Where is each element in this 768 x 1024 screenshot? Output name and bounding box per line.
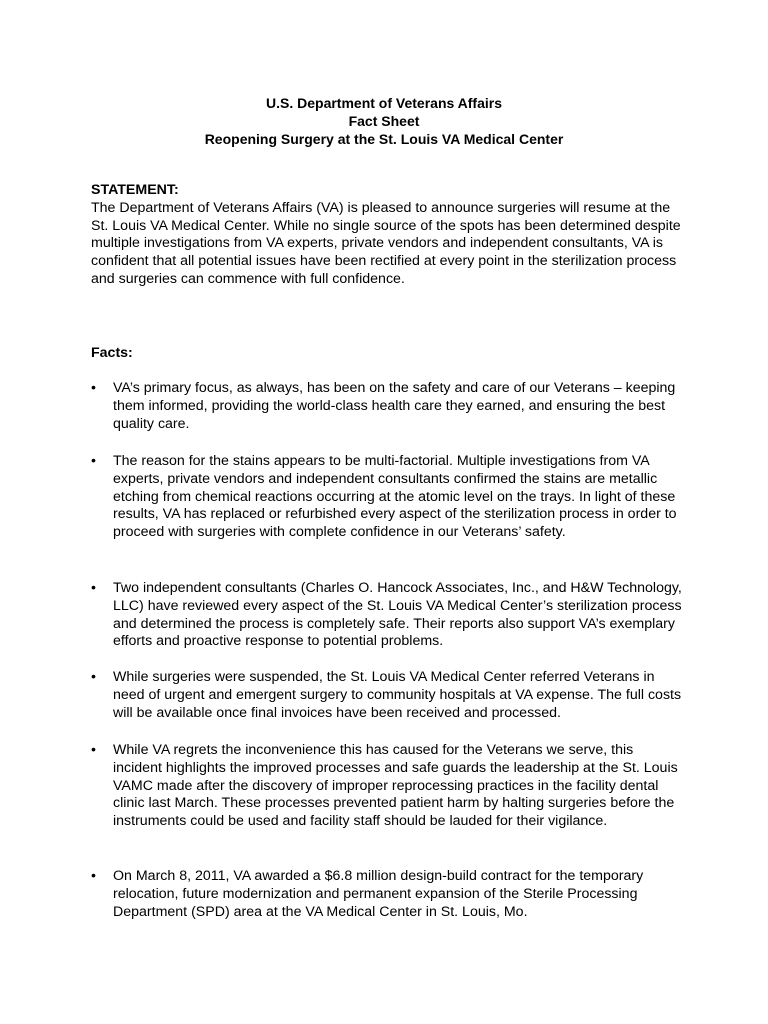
- document-header: [0, 94, 768, 148]
- header-title: Reopening Surgery at the St. Louis VA Medical Center: [204, 131, 564, 147]
- statement-body: The Department of Veterans Affairs (VA) is pleased to announce surgeries will resume at the St. Louis VA Medical Center. While no single source of the spots has been determined despite multiple investigations from VA experts, private vendors and independent consultants, VA is confident that all potential issues have been rectified at every point in the sterilization process and surgeries can commence with full confidence.: [91, 199, 681, 287]
- fact-text: Two independent consultants (Charles O. Hancock Associates, Inc., and H&W Technology, LLC) have reviewed every aspect of the St. Louis VA Medical Center’s sterilization process and determined the process is completely safe. Their reports also support VA’s exemplary efforts and proactive response to potential problems.: [113, 580, 682, 650]
- bullet-icon: •: [91, 380, 96, 396]
- facts-title: Facts:: [91, 345, 133, 361]
- bullet-icon: •: [91, 868, 96, 884]
- statement-title: STATEMENT:: [91, 182, 179, 198]
- fact-text: On March 8, 2011, VA awarded a $6.8 million design-build contract for the temporary relocation, future modernization and permanent expansion of the Sterile Processing Department (SPD) area at the VA Medical Center in St. Louis, Mo.: [113, 868, 644, 920]
- bullet-icon: •: [91, 580, 96, 596]
- fact-text: The reason for the stains appears to be multi-factorial. Multiple investigations from VA experts, private vendors and independent consultants confirmed the stains are metallic etching from chemical reactions occurring at the atomic level on the trays. In light of these results, VA has replaced or refurbished every aspect of the sterilization process in order to proceed with surgeries with complete confidence in our Veterans’ safety.: [113, 453, 677, 541]
- fact-text: VA’s primary focus, as always, has been on the safety and care of our Veterans – keeping them informed, providing the world-class health care they earned, and ensuring the best quality care.: [113, 380, 676, 432]
- fact-text: While surgeries were suspended, the St. Louis VA Medical Center referred Veterans in need of urgent and emergent surgery to community hospitals at VA expense. The full costs will be available once final invoices have been received and processed.: [113, 669, 682, 721]
- bullet-icon: •: [91, 669, 96, 685]
- header-doc-type: Fact Sheet: [348, 113, 420, 129]
- fact-text: While VA regrets the inconvenience this has caused for the Veterans we serve, this incident highlights the improved processes and safe guards the leadership at the St. Louis VAMC made after the discovery of improper reprocessing practices in the facility dental clinic last March. These processes prevented patient harm by halting surgeries before the instruments could be used and facility staff should be lauded for their vigilance.: [113, 742, 678, 830]
- bullet-icon: •: [91, 453, 96, 469]
- header-department: U.S. Department of Veterans Affairs: [266, 95, 502, 111]
- bullet-icon: •: [91, 742, 96, 758]
- statement-section: [91, 182, 681, 289]
